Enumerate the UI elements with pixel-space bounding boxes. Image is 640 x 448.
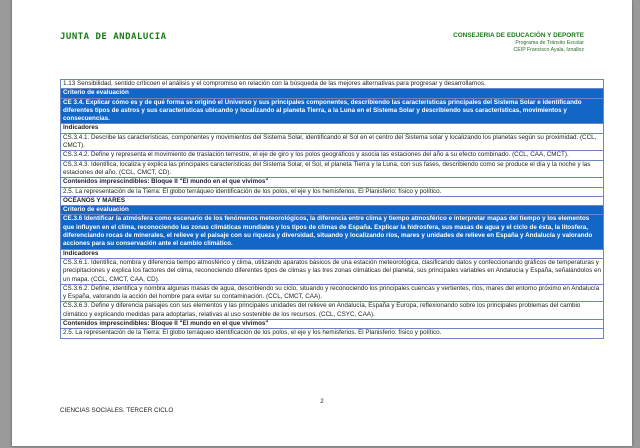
criterio-heading: Criterio de evaluación [60, 89, 604, 98]
criterio-text: CE 3.4. Explicar cómo es y de qué forma se originó el Universo y sus principales componentes, describiendo las características principales del Sistema Solar e identificando diferentes tipos de astros y sus características ubicando y localizando al planeta Tierra, a la Luna en el Sistema Solar y describiendo sus características, movimientos y consecuencias. [60, 99, 604, 125]
indicadores-heading: Indicadores [60, 124, 604, 133]
contenido-item: 2.5. La representación de la Tierra: El globo terráqueo identificación de los polos, el eje y los hemisferios. El Planisferio: físico y político. [60, 329, 604, 338]
consejeria-title: CONSEJERIA DE EDUCACIÓN Y DEPORTE [453, 32, 584, 39]
document-page [12, 0, 632, 446]
indicador-item: CS.3.4.1. Describe las características, componentes y movimientos del Sistema Solar, identificando el Sol en el centro del Sistema solar y localizando los planetas según su proximidad. (CCL, CMCT). [60, 134, 604, 152]
indicadores-heading: Indicadores [60, 250, 604, 259]
page-number: 2 [320, 398, 324, 405]
section-title: OCÉANOS Y MARES [60, 197, 604, 206]
indicador-item: CS.3.6.3. Define y diferencia paisajes con sus elementos y las principales unidades del relieve en Andalucía, España y Europa, reflexionando sobre los principales problemas del cambio climático y explicando medidas para adoptarlas, relativas al uso sostenible de los recursos. (CCL, CSYC, CAA). [60, 302, 604, 320]
programa-label: Programa de Tránsito Escolar [515, 40, 584, 46]
criterio-heading: Criterio de evaluación [60, 206, 604, 215]
consejeria-header [453, 32, 584, 54]
table-row: 1.13 Sensibilidad, sentido críticoen el análisis y el compromiso en relación con la búsqueda de las mejores alternativas para progresar y desarrollarnos. [60, 79, 604, 89]
ceip-label: CEIP Francisco Ayala, Iznalloz [513, 47, 584, 53]
indicador-item: CS.3.4.2. Define y representa el movimiento de traslación terrestre, el eje de giro y los polos geográficos y asocia las estaciones del año a su efecto combinado. (CCL, CAA, CMCT). [60, 151, 604, 160]
contenido-item: 2.5. La representación de la Tierra: El globo terráqueo identificación de los polos, el eje y los hemisferios. El Planisferio: físico y político. [60, 188, 604, 197]
contenidos-heading: Contenidos imprescindibles: Bloque II "El mundo en el que vivimos" [60, 178, 604, 187]
criterio-text: CE.3.6 Identificar la atmósfera como escenario de los fenómenos meteorológicos, la diferencia entre clima y tiempo atmosférico e interpretar mapas del tiempo y los elementos que influyen en el clima, reconociendo las zonas climáticas mundiales y los tipos de climas de España. Explicar la hidrosfera, sus masas de agua y el ciclo de ésta, la litosfera, diferenciando rocas de minerales, el relieve y el paisaje con su riqueza y diversidad, situando y localizando ríos, mares y unidades de relieve en España y Andalucía y valorando acciones para su conservación ante el cambio climático. [60, 215, 604, 249]
criteria-table [60, 79, 604, 339]
indicador-item: CS.3.4.3. Identifica, localiza y explica las principales características del Sistema Solar, el Sol, el planeta Tierra y la Luna, con sus fases, describiendo como se produce el día y la noche y las estaciones del año. (CCL, CMCT, CD). [60, 161, 604, 179]
contenidos-heading: Contenidos imprescindibles: Bloque II "El mundo en el que vivimos" [60, 320, 604, 329]
indicador-item: CS.3.6.1. Identifica, nombra y diferencia tiempo atmosférico y clima, utilizando aparatos básicos de una estación meteorológica, clasificando datos y confeccionando gráficos de temperaturas y precipitaciones y explica los factores del clima, reconociendo diferentes tipos de climas y las tres zonas climáticas del planeta, sus principales variables en Andalucía y España, señalándolos en un mapa. (CCL, CMCT, CAA, CD). [60, 259, 604, 285]
indicador-item: CS.3.6.2. Define, identifica y nombra algunas masas de agua, describiendo su ciclo, situando y reconociendo los principales cuencas y vertientes, ríos, mares del entorno próximo en Andalucía y España, valorando la acción del hombre para evitar su contaminación. (CCL, CMCT, CAA). [60, 285, 604, 303]
course-footer: CIENCIAS SOCIALES. TERCER CICLO [60, 407, 174, 414]
junta-logo: JUNTA DE ANDALUCIA [60, 32, 167, 42]
